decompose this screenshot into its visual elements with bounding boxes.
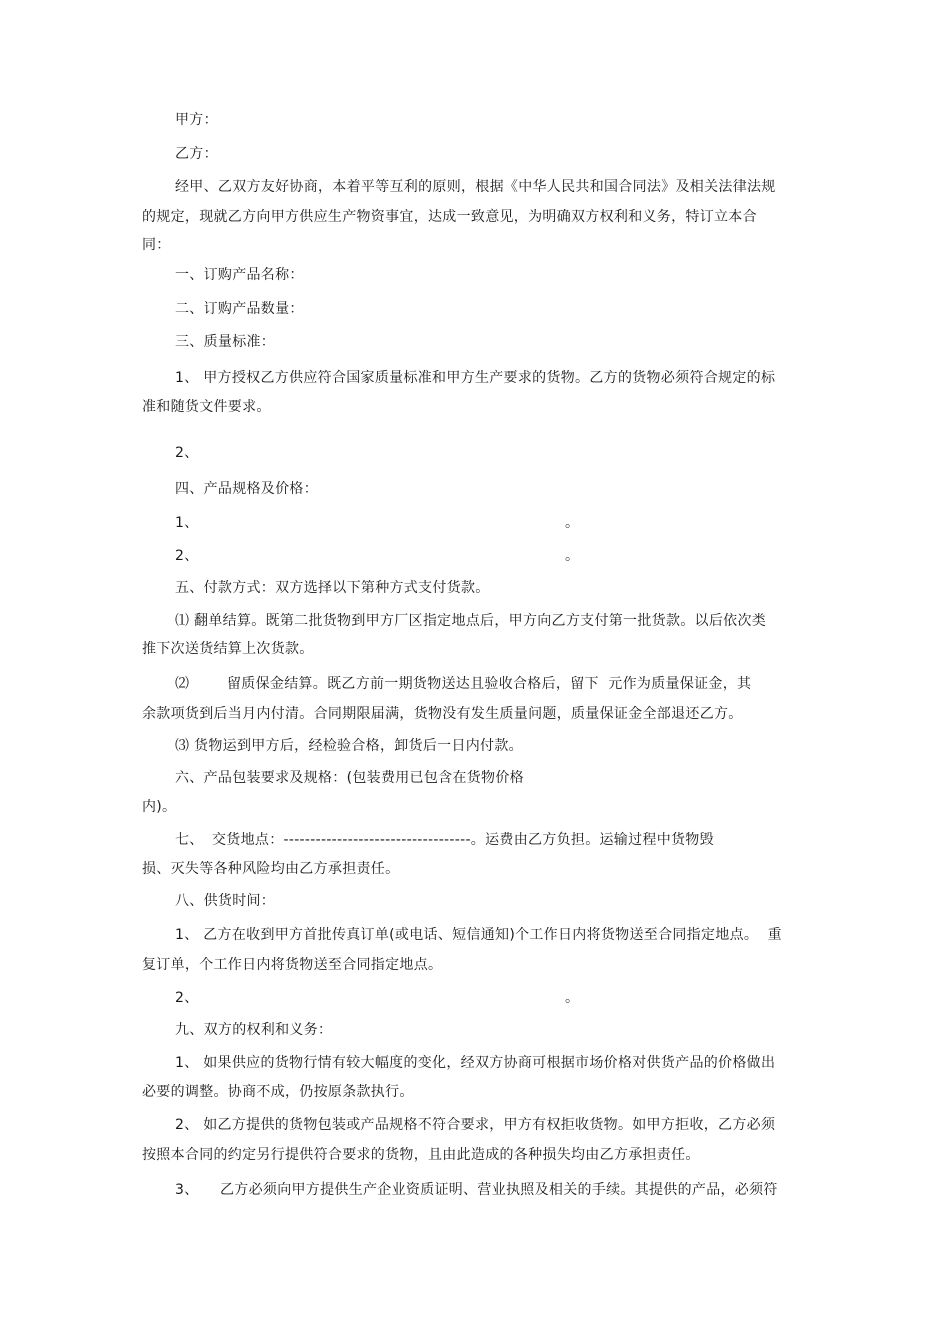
intro-line-3: 同： xyxy=(142,237,171,253)
section-5-option-2-line-2: 余款项货到后当月内付清。合同期限届满，货物没有发生质量问题，质量保证金全部退还乙方。 xyxy=(142,706,743,722)
section-8-title: 八、供货时间： xyxy=(175,893,276,909)
section-5-option-2-line-1: 留质保金结算。既乙方前一期货物送达且验收合格后，留下 元作为质量保证金，其 xyxy=(227,676,752,692)
section-5-title: 五、付款方式：双方选择以下第种方式支付货款。 xyxy=(175,580,490,596)
section-5-option-3: ⑶ 货物运到甲方后，经检验合格，卸货后一日内付款。 xyxy=(175,738,523,754)
section-6-line-1: 六、产品包装要求及规格：(包装费用已包含在货物价格 xyxy=(175,770,524,786)
section-3-title: 三、质量标准： xyxy=(175,334,276,350)
section-8-item-2-end: 。 xyxy=(565,990,580,1006)
intro-line-1: 经甲、乙双方友好协商，本着平等互利的原则，根据《中华人民共和国合同法》及相关法律法规 xyxy=(175,179,776,195)
party-a-label: 甲方： xyxy=(175,112,218,128)
section-4-item-2-end: 。 xyxy=(565,548,580,564)
party-b-label: 乙方： xyxy=(175,146,218,162)
section-3-item-1-line-2: 准和随货文件要求。 xyxy=(142,399,271,415)
section-9-item-1-line-2: 必要的调整。协商不成，仍按原条款执行。 xyxy=(142,1084,414,1100)
section-3-item-1-line-1: 1、 甲方授权乙方供应符合国家质量标准和甲方生产要求的货物。乙方的货物必须符合规定的标 xyxy=(175,370,776,386)
section-7-line-1: 交货地点：-----------------------------------。运费由乙方负担。运输过程中货物毁 xyxy=(212,832,714,848)
section-7-label: 七、 xyxy=(175,832,204,848)
section-8-item-2: 2、 xyxy=(175,990,199,1006)
section-4-title: 四、产品规格及价格： xyxy=(175,481,318,497)
section-7-line-2: 损、灭失等各种风险均由乙方承担责任。 xyxy=(142,861,400,877)
section-5-option-2-number: ⑵ xyxy=(175,676,190,692)
section-1-title: 一、订购产品名称： xyxy=(175,267,304,283)
section-9-item-2-line-1: 2、 如乙方提供的货物包装或产品规格不符合要求，甲方有权拒收货物。如甲方拒收，乙方必须 xyxy=(175,1117,776,1133)
section-9-item-3-number: 3、 xyxy=(175,1182,199,1198)
section-2-title: 二、订购产品数量： xyxy=(175,301,304,317)
section-4-item-1: 1、 xyxy=(175,515,199,531)
section-4-item-1-end: 。 xyxy=(565,515,580,531)
intro-line-2: 的规定，现就乙方向甲方供应生产物资事宜，达成一致意见，为明确双方权利和义务，特订立本合 xyxy=(142,209,757,225)
section-8-item-1-line-2: 复订单，个工作日内将货物送至合同指定地点。 xyxy=(142,957,443,973)
section-9-title: 九、双方的权利和义务： xyxy=(175,1022,333,1038)
section-9-item-2-line-2: 按照本合同的约定另行提供符合要求的货物，且由此造成的各种损失均由乙方承担责任。 xyxy=(142,1147,700,1163)
section-8-item-1-line-1: 1、 乙方在收到甲方首批传真订单(或电话、短信通知)个工作日内将货物送至合同指定地点。 重 xyxy=(175,927,782,943)
section-6-line-2: 内)。 xyxy=(142,799,177,815)
section-5-option-1-line-1: ⑴ 翻单结算。既第二批货物到甲方厂区指定地点后，甲方向乙方支付第一批货款。以后依次类 xyxy=(175,613,767,629)
section-9-item-1-line-1: 1、 如果供应的货物行情有较大幅度的变化，经双方协商可根据市场价格对供货产品的价格做出 xyxy=(175,1055,776,1071)
section-5-option-1-line-2: 推下次送货结算上次货款。 xyxy=(142,641,314,657)
section-4-item-2: 2、 xyxy=(175,548,199,564)
section-3-item-2: 2、 xyxy=(175,445,199,461)
section-9-item-3-line-1: 乙方必须向甲方提供生产企业资质证明、营业执照及相关的手续。其提供的产品，必须符 xyxy=(220,1182,778,1198)
